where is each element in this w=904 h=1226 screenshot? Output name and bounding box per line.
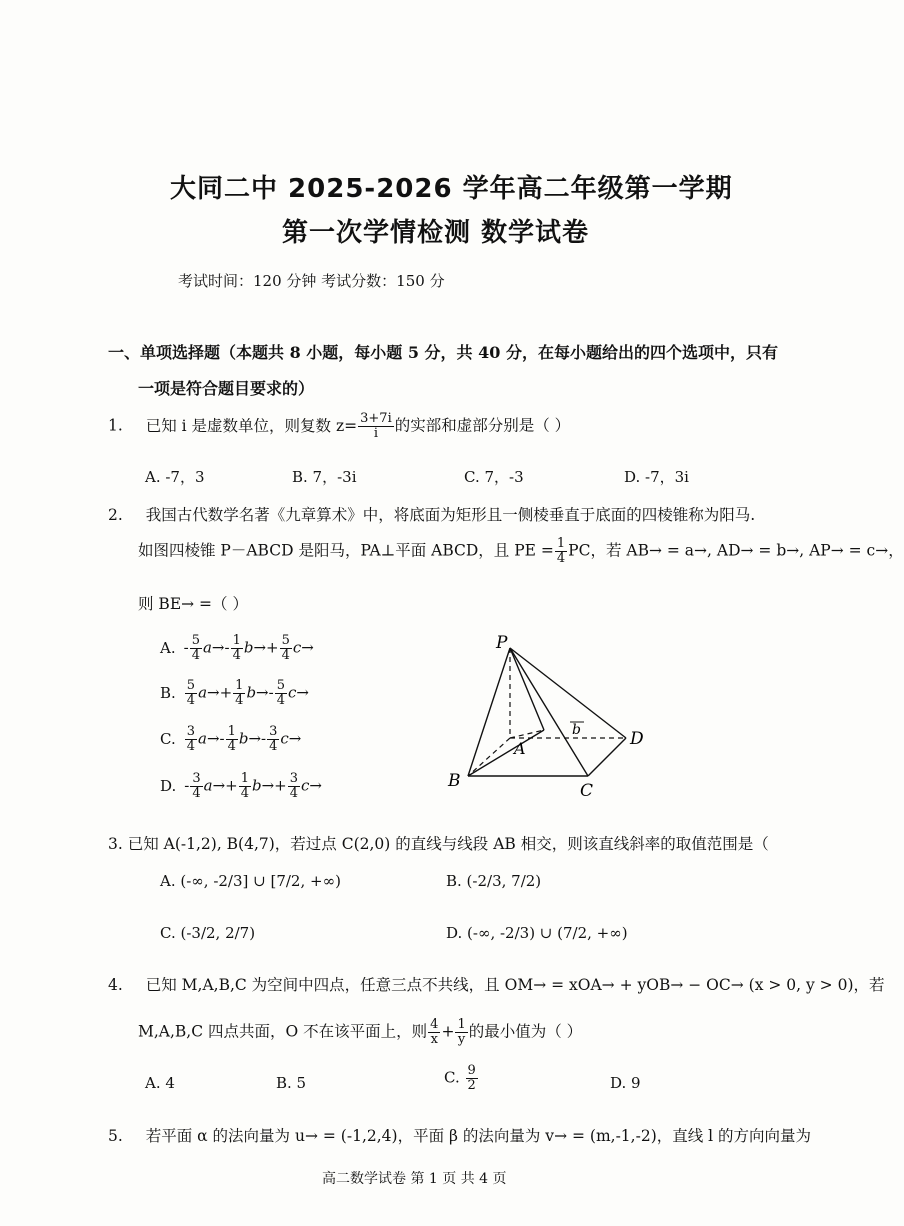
question-stem-pre: 已知 i 是虚数单位，则复数 z= — [145, 416, 358, 435]
term-sign: - — [184, 776, 190, 795]
label-d: D — [630, 729, 644, 749]
fraction — [466, 1064, 478, 1093]
question-2-line1 — [108, 503, 755, 525]
question-number: 5. — [108, 1127, 123, 1145]
option-label: B. — [160, 683, 176, 702]
fraction-denominator: 4 — [289, 786, 299, 801]
fraction — [231, 634, 243, 663]
fraction-numerator: 5 — [276, 678, 285, 693]
question-number: 2. — [108, 506, 123, 524]
fraction-numerator: 3 — [269, 724, 278, 739]
fraction — [233, 679, 245, 708]
fraction-numerator: 1 — [240, 771, 249, 786]
fraction-numerator: 3 — [289, 771, 299, 786]
label-b: B — [448, 771, 461, 791]
exam-title-line2: 第一次学情检测 数学试卷 — [282, 218, 590, 248]
q1-option-d: D. -7，3i — [624, 468, 689, 486]
question-4-line1 — [108, 973, 885, 995]
fraction — [185, 725, 197, 754]
fraction-denominator: 4 — [235, 693, 244, 708]
fraction-denominator: 4 — [556, 551, 566, 566]
vector-symbol: c→ — [280, 729, 302, 748]
q4-option-b: B. 5 — [276, 1074, 307, 1092]
fraction-denominator: i — [373, 426, 379, 441]
fraction — [226, 725, 238, 754]
question-stem: 我国古代数学名著《九章算术》中，将底面为矩形且一侧棱垂直于底面的四棱锥称为阳马. — [145, 506, 756, 524]
page-footer: 高二数学试卷 第 1 页 共 4 页 — [322, 1171, 507, 1187]
fraction — [280, 634, 292, 663]
vector-symbol: b→ — [238, 729, 262, 748]
fraction — [267, 725, 279, 754]
fraction-denominator: 2 — [467, 1078, 476, 1093]
q1-option-b: B. 7，-3i — [292, 468, 357, 486]
q2-option-b — [160, 679, 309, 708]
question-stem: 已知 M,A,B,C 为空间中四点，任意三点不共线，且 OM→ = xOA→ + yOB→ − OC→ (x > 0, y > 0)，若 — [145, 976, 885, 994]
vector-symbol: c→ — [292, 638, 314, 657]
term-sign: - — [183, 638, 189, 657]
fraction-numerator: 1 — [232, 633, 241, 648]
question-stem-post: 的最小值为（ ） — [468, 1022, 583, 1041]
question-1 — [108, 412, 570, 441]
vector-symbol: a→ — [198, 683, 220, 702]
vector-symbol: b→ — [243, 638, 267, 657]
fraction-denominator: 4 — [240, 786, 249, 801]
q1-option-c: C. 7，-3 — [464, 468, 524, 486]
fraction — [455, 1018, 467, 1047]
option-label: D. — [160, 776, 177, 795]
question-number: 1. — [108, 416, 123, 435]
vector-symbol: c→ — [301, 776, 323, 795]
fraction-numerator: 9 — [467, 1063, 476, 1078]
term-sign: - — [261, 729, 267, 748]
exam-title-line1: 大同二中 2025-2026 学年高二年级第一学期 — [170, 174, 733, 204]
label-a: A — [514, 739, 526, 758]
q4-option-c — [444, 1064, 479, 1093]
question-stem-pre: M,A,B,C 四点共面，O 不在该平面上，则 — [138, 1022, 428, 1041]
fraction — [190, 772, 202, 801]
fraction-numerator: 5 — [186, 678, 196, 693]
q2-option-c — [160, 725, 301, 754]
q2-option-d — [160, 772, 322, 801]
question-5-line1 — [108, 1124, 811, 1146]
fraction-denominator: 4 — [191, 648, 200, 663]
fraction — [185, 679, 197, 708]
fraction-numerator: 5 — [281, 633, 290, 648]
term-sign: - — [224, 638, 230, 657]
fraction-denominator: 4 — [227, 739, 236, 754]
question-stem-pre: 如图四棱锥 P－ABCD 是阳马，PA⊥平面 ABCD，且 PE = — [138, 541, 554, 560]
term-sign: - — [219, 729, 225, 748]
fraction — [428, 1018, 440, 1047]
fraction — [190, 634, 202, 663]
fraction-numerator: 1 — [556, 536, 566, 551]
term-sign: + — [225, 776, 238, 795]
q1-option-a: A. -7，3 — [145, 468, 205, 486]
fraction-numerator: 3 — [186, 724, 195, 739]
q2-option-a — [160, 634, 314, 663]
question-2-line2 — [138, 537, 904, 566]
q4-option-d: D. 9 — [610, 1074, 641, 1092]
vector-symbol: c→ — [287, 683, 309, 702]
term-sign: + — [219, 683, 233, 702]
fraction — [358, 412, 394, 441]
option-label: C. — [160, 729, 176, 748]
q3-option-a: A. (-∞, -2/3] ∪ [7/2, +∞) — [160, 872, 341, 890]
term-sign: - — [268, 683, 274, 702]
fraction-denominator: 4 — [269, 739, 278, 754]
q3-option-d: D. (-∞, -2/3) ∪ (7/2, +∞) — [446, 924, 628, 942]
fraction-denominator: 4 — [186, 693, 196, 708]
term-sign: + — [266, 638, 279, 657]
fraction-numerator: 1 — [235, 678, 244, 693]
label-p: P — [496, 633, 508, 653]
fraction-denominator: y — [457, 1032, 466, 1047]
option-label: C. — [444, 1068, 460, 1087]
q3-option-c: C. (-3/2, 2/7) — [160, 924, 256, 942]
fraction-denominator: 4 — [186, 739, 195, 754]
vector-symbol: a→ — [198, 729, 220, 748]
question-number: 4. — [108, 976, 123, 994]
section-heading-line2: 一项是符合题目要求的） — [138, 379, 315, 398]
fraction — [275, 679, 287, 708]
label-b-vector: b — [572, 722, 581, 738]
vector-symbol: b→ — [246, 683, 269, 702]
section-heading-line1: 一、单项选择题（本题共 8 小题，每小题 5 分，共 40 分，在每小题给出的四个选项中，只有 — [108, 343, 778, 362]
fraction — [555, 537, 567, 566]
question-4-line2: M,A,B,C 四点共面，O 不在该平面上，则 $\frac{4}{x}$ + $\frac{1}{y}$ 的最小值为（ ） — [138, 1017, 583, 1047]
vector-symbol: b→ — [252, 776, 275, 795]
fraction-numerator: 5 — [191, 633, 200, 648]
fraction-numerator: 3 — [192, 771, 201, 786]
fraction-denominator: 4 — [232, 648, 241, 663]
question-stem: 若平面 α 的法向量为 u→ = (-1,2,4)，平面 β 的法向量为 v→ = (m,-1,-2)，直线 l 的方向向量为 — [145, 1127, 812, 1145]
question-stem-post: 的实部和虚部分别是（ ） — [394, 416, 571, 435]
fraction-numerator: 3+7i — [360, 411, 392, 426]
fraction-numerator: 4 — [430, 1017, 439, 1032]
q4-option-a: A. 4 — [145, 1074, 175, 1092]
fraction — [239, 772, 251, 801]
exam-info: 考试时间：120 分钟 考试分数：150 分 — [178, 272, 445, 290]
fraction-denominator: 4 — [192, 786, 201, 801]
q3-option-b: B. (-2/3, 7/2) — [446, 872, 542, 890]
label-c: C — [580, 781, 594, 801]
question-2-line3: 则 BE→ =（ ） — [138, 595, 248, 613]
question-stem-post: PC，若 AB→ = a→, AD→ = b→, AP→ = c→， — [568, 541, 904, 560]
fraction — [288, 772, 300, 801]
fraction-numerator: 1 — [227, 724, 236, 739]
fraction-denominator: x — [430, 1032, 438, 1047]
fraction-numerator: 1 — [457, 1017, 466, 1032]
fraction-denominator: 4 — [281, 648, 290, 663]
pyramid-figure — [440, 628, 660, 808]
fraction-denominator: 4 — [276, 693, 285, 708]
option-label: A. — [160, 638, 176, 657]
vector-symbol: a→ — [203, 776, 226, 795]
term-sign: + — [274, 776, 287, 795]
vector-symbol: a→ — [202, 638, 225, 657]
question-3: 3. 已知 A(-1,2), B(4,7)，若过点 C(2,0) 的直线与线段 AB 相交，则该直线斜率的取值范围是（ — [108, 835, 769, 853]
